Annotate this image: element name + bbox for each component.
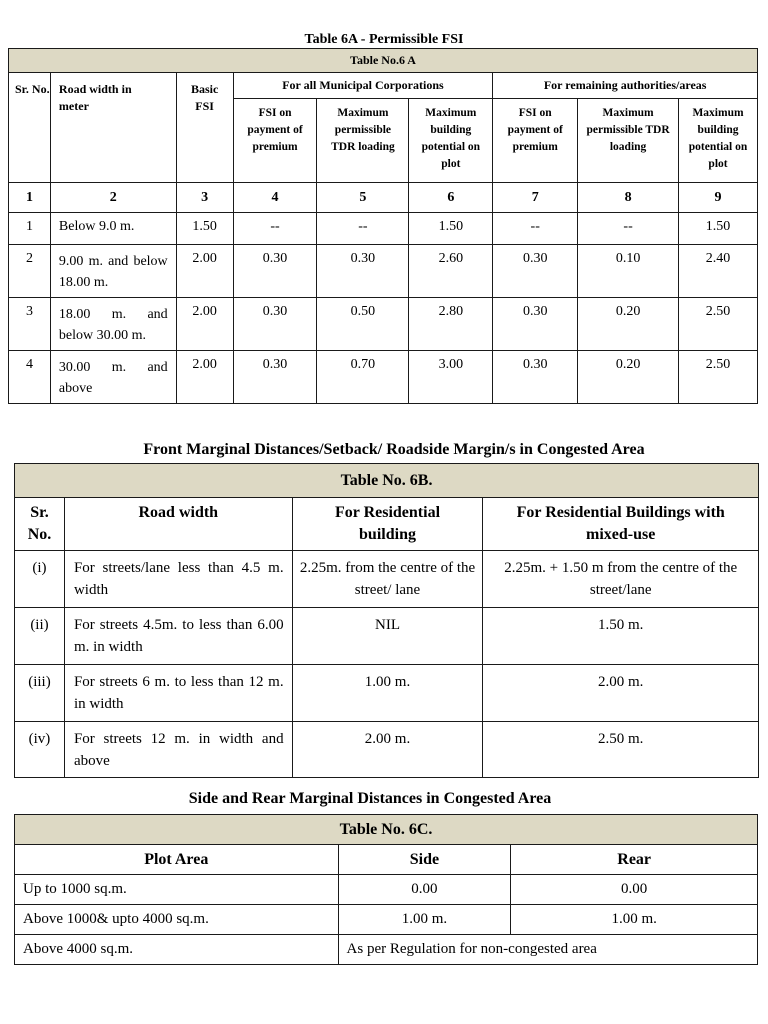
table-6b [14, 463, 759, 778]
table-row [9, 351, 758, 404]
column-number: 9 [679, 183, 758, 213]
table-row [15, 551, 759, 608]
cell-regulation-note: As per Regulation for non-congested area [338, 935, 757, 965]
cell-mixed-use: 2.25m. + 1.50 m from the centre of the street/lane [483, 551, 759, 608]
cell-value: 2.50 [679, 351, 758, 404]
cell-value: 0.20 [578, 298, 679, 351]
table-row [15, 665, 759, 722]
col-road-header: Road width in meter [50, 73, 176, 183]
table-row [15, 608, 759, 665]
cell-mixed-use: 2.50 m. [483, 722, 759, 778]
cell-value: 0.50 [317, 298, 409, 351]
column-number: 8 [578, 183, 679, 213]
col-rear-header: Rear [511, 845, 758, 875]
table-6a-band: Table No.6 A [9, 49, 758, 73]
cell-sr: 3 [9, 298, 51, 351]
cell-value: 0.30 [493, 298, 578, 351]
col-plot-area-header: Plot Area [15, 845, 339, 875]
table-row [9, 213, 758, 245]
column-number: 4 [233, 183, 317, 213]
sub-building-potential-header: Maximum building potential on plot [679, 99, 758, 183]
cell-basic-fsi: 2.00 [176, 351, 233, 404]
table-6c-title: Side and Rear Marginal Distances in Congested Area [188, 790, 552, 807]
cell-side: 0.00 [338, 875, 511, 905]
column-number: 6 [409, 183, 493, 213]
cell-value: 0.30 [233, 298, 317, 351]
cell-road-width: For streets/lane less than 4.5 m. width [64, 551, 292, 608]
cell-sr: 1 [9, 213, 51, 245]
cell-value: 3.00 [409, 351, 493, 404]
cell-value: -- [233, 213, 317, 245]
table-6c-band: Table No. 6C. [15, 815, 758, 845]
table-row [15, 722, 759, 778]
column-number: 3 [176, 183, 233, 213]
cell-value: 0.30 [493, 245, 578, 298]
cell-road-width: For streets 12 m. in width and above [64, 722, 292, 778]
cell-basic-fsi: 2.00 [176, 298, 233, 351]
column-number: 1 [9, 183, 51, 213]
cell-plot-area: Above 1000& upto 4000 sq.m. [15, 905, 339, 935]
group-municipal-header: For all Municipal Corporations [233, 73, 493, 99]
table-row [9, 298, 758, 351]
cell-value: 1.50 [409, 213, 493, 245]
col-sr-header: Sr. No. [15, 498, 65, 551]
cell-residential: NIL [292, 608, 483, 665]
cell-value: 0.30 [317, 245, 409, 298]
cell-value: 0.30 [233, 245, 317, 298]
sub-fsi-premium-header: FSI on payment of premium [233, 99, 317, 183]
cell-value: 0.20 [578, 351, 679, 404]
sub-tdr-loading-header: Maximum permissible TDR loading [578, 99, 679, 183]
table-row [15, 935, 758, 965]
cell-sr: 2 [9, 245, 51, 298]
cell-value: 0.70 [317, 351, 409, 404]
cell-road-width: For streets 6 m. to less than 12 m. in width [64, 665, 292, 722]
cell-value: -- [493, 213, 578, 245]
cell-residential: 1.00 m. [292, 665, 483, 722]
col-side-header: Side [338, 845, 511, 875]
cell-sr: 4 [9, 351, 51, 404]
table-6b-band: Table No. 6B. [15, 464, 759, 498]
column-number-row [9, 183, 758, 213]
table-row [9, 245, 758, 298]
cell-value: 2.80 [409, 298, 493, 351]
cell-value: 2.50 [679, 298, 758, 351]
cell-basic-fsi: 1.50 [176, 213, 233, 245]
col-mixed-use-header: For Residential Buildings with mixed-use [483, 498, 759, 551]
sub-tdr-loading-header: Maximum permissible TDR loading [317, 99, 409, 183]
cell-value: 0.30 [493, 351, 578, 404]
cell-value: 2.60 [409, 245, 493, 298]
table-6a-title: Table 6A - Permissible FSI [304, 32, 464, 47]
cell-road-width: 18.00 m. and below 30.00 m. [50, 298, 176, 351]
cell-residential: 2.25m. from the centre of the street/ lane [292, 551, 483, 608]
column-number: 2 [50, 183, 176, 213]
cell-mixed-use: 1.50 m. [483, 608, 759, 665]
sub-fsi-premium-header: FSI on payment of premium [493, 99, 578, 183]
cell-basic-fsi: 2.00 [176, 245, 233, 298]
column-number: 7 [493, 183, 578, 213]
cell-residential: 2.00 m. [292, 722, 483, 778]
cell-value: 2.40 [679, 245, 758, 298]
table-6c [14, 814, 758, 965]
group-remaining-header: For remaining authorities/areas [493, 73, 758, 99]
cell-value: -- [578, 213, 679, 245]
cell-mixed-use: 2.00 m. [483, 665, 759, 722]
table-row [15, 905, 758, 935]
cell-road-width: For streets 4.5m. to less than 6.00 m. in width [64, 608, 292, 665]
cell-value: 0.10 [578, 245, 679, 298]
table-row [15, 875, 758, 905]
cell-road-width: 9.00 m. and below 18.00 m. [50, 245, 176, 298]
cell-plot-area: Above 4000 sq.m. [15, 935, 339, 965]
table-6a [8, 48, 758, 404]
cell-value: -- [317, 213, 409, 245]
col-basic-fsi-header: Basic FSI [176, 73, 233, 183]
col-residential-header: For Residential building [292, 498, 483, 551]
cell-sr: (ii) [15, 608, 65, 665]
table-6b-title: Front Marginal Distances/Setback/ Roadside Margin/s in Congested Area [143, 441, 645, 458]
cell-road-width: Below 9.0 m. [50, 213, 176, 245]
col-road-width-header: Road width [64, 498, 292, 551]
cell-plot-area: Up to 1000 sq.m. [15, 875, 339, 905]
cell-sr: (iv) [15, 722, 65, 778]
col-sr-header: Sr. No. [9, 73, 51, 183]
cell-rear: 0.00 [511, 875, 758, 905]
cell-value: 0.30 [233, 351, 317, 404]
cell-side: 1.00 m. [338, 905, 511, 935]
column-number: 5 [317, 183, 409, 213]
cell-value: 1.50 [679, 213, 758, 245]
cell-rear: 1.00 m. [511, 905, 758, 935]
cell-road-width: 30.00 m. and above [50, 351, 176, 404]
sub-building-potential-header: Maximum building potential on plot [409, 99, 493, 183]
cell-sr: (i) [15, 551, 65, 608]
cell-sr: (iii) [15, 665, 65, 722]
